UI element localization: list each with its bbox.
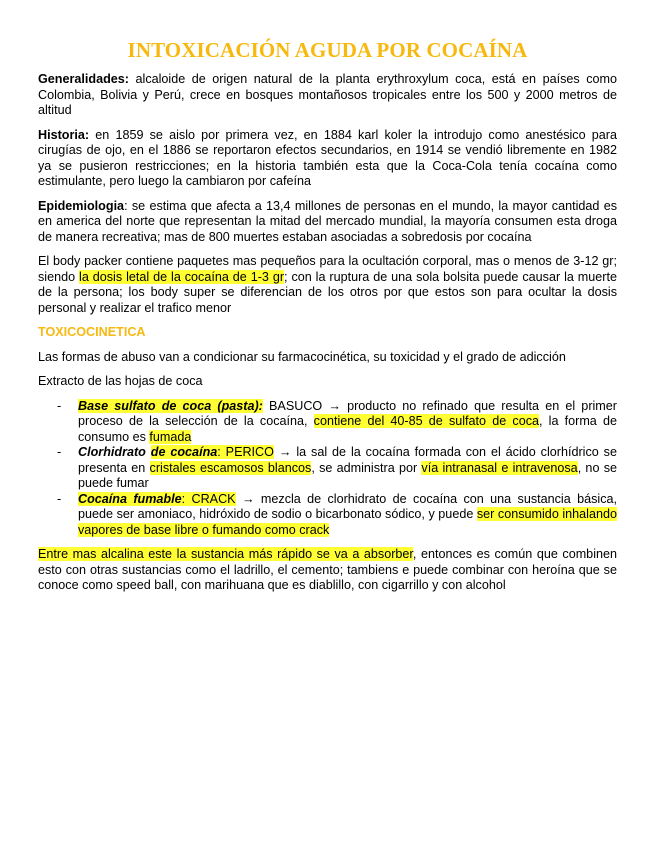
- epidemiologia-label: Epidemiologia: [38, 198, 125, 213]
- item2-text-3: , no se puede fumar: [78, 460, 617, 490]
- item3-highlight-0: : CRACK: [181, 491, 236, 506]
- alcalina-highlight: Entre mas alcalina este la sustancia más rápido se va a absorber: [38, 547, 413, 561]
- dash-bullet: -: [57, 445, 62, 459]
- coca-forms-list: [38, 399, 617, 539]
- generalidades-label: Generalidades:: [38, 72, 129, 86]
- alcalina-text: , entonces es común que combinen esto con otras sustancias como el ladrillo, el cemento; tambiens e puede combinar con heroína que se conoce como speed ball, con marihuana que es diablillo, con cigarrillo y con alcohol: [38, 547, 617, 592]
- historia-label: Historia:: [38, 127, 90, 142]
- item2-text-2: , se administra por: [311, 460, 422, 475]
- dash-bullet: -: [57, 398, 62, 413]
- alcalina-paragraph: [38, 547, 617, 594]
- body-packer-text-1: El body packer contiene paquetes mas pequeños para la ocultación corporal, mas o menos de 3-12 gr; siendo: [38, 254, 617, 284]
- item1-text-2: , la forma de consumo es: [78, 414, 617, 444]
- item3-highlight-1: ser consumido inhalando vapores de base libre o fumando como crack: [78, 507, 617, 537]
- item1-title: Base sulfato de coca (pasta):: [78, 398, 263, 413]
- body-packer-highlight: la dosis letal de la cocaína de 1-3 gr: [79, 269, 285, 284]
- item1-text-1: BASUCO → producto no refinado que resulta en el primer proceso de la selección de la cocaína,: [78, 398, 617, 428]
- document-title: INTOXICACIÓN AGUDA POR COCAÍNA: [127, 38, 528, 62]
- dash-bullet: -: [57, 491, 62, 506]
- item2-title-b: de cocaína: [150, 445, 218, 459]
- item1-highlight-1: contiene del 40-85 de sulfato de coca: [313, 414, 539, 428]
- extracto-paragraph: Extracto de las hojas de coca: [38, 374, 203, 388]
- body-packer-paragraph: [38, 254, 617, 316]
- item3-text-1: → mezcla de clorhidrato de cocaína con una sustancia básica, puede ser amoniaco, hidróxido de sodio o bicarbonato sódico, y puede: [78, 491, 617, 521]
- historia-text: en 1859 se aislo por primera vez, en 1884 karl koler la introdujo como anestésico para cirugías de ojo, en el 1886 se reportaron efectos secundarios, en 1914 se vendió libremente en 1982 ya se pusieron restricciones; en la historia también esta que la Coca-Cola tenía cocaína como estimulante, pero luego la cambiaron por cafeína: [38, 127, 617, 188]
- generalidades-text: alcaloide de origen natural de la planta erythroxylum coca, está en países como Colombia, Bolivia y Perú, crece en bosques montañosos tropicales entre los 500 y 2000 metros de altitud: [38, 72, 617, 117]
- body-packer-text-2: ; con la ruptura de una sola bolsita puede causar la muerte de la persona; los body super se diferencian de los otros por que estos son para ocultar la dosis personal y realizar el trafico menor: [38, 269, 617, 315]
- formas-abuso-paragraph: Las formas de abuso van a condicionar su farmacocinética, su toxicidad y el grado de adicción: [38, 349, 566, 364]
- item2-highlight-0: : PERICO: [217, 445, 274, 459]
- list-item-cocaina-fumable: [38, 492, 617, 539]
- item2-highlight-2: vía intranasal e intravenosa: [421, 460, 578, 475]
- list-item-clorhidrato: [38, 445, 617, 492]
- epidemiologia-text: : se estima que afecta a 13,4 millones de personas en el mundo, la mayor cantidad es en america del norte que representan la mitad del mercado mundial, la mayoría consumen esta droga de manera recreativa; mas de 800 muertes estaban asociadas a sobredosis por cocaína: [38, 198, 617, 244]
- item2-title-a: Clorhidrato: [78, 445, 151, 459]
- toxicocinetica-heading: TOXICOCINETICA: [38, 325, 146, 339]
- historia-paragraph: [38, 128, 617, 190]
- item3-title: Cocaína fumable: [78, 491, 182, 506]
- generalidades-paragraph: [38, 72, 617, 119]
- item2-highlight-1: cristales escamosos blancos: [149, 460, 312, 475]
- list-item-base-sulfato: [38, 399, 617, 446]
- item2-text-1: → la sal de la cocaína formada con el ácido clorhídrico se presenta en: [78, 445, 617, 475]
- epidemiologia-paragraph: [38, 199, 617, 246]
- item1-highlight-2: fumada: [149, 429, 192, 444]
